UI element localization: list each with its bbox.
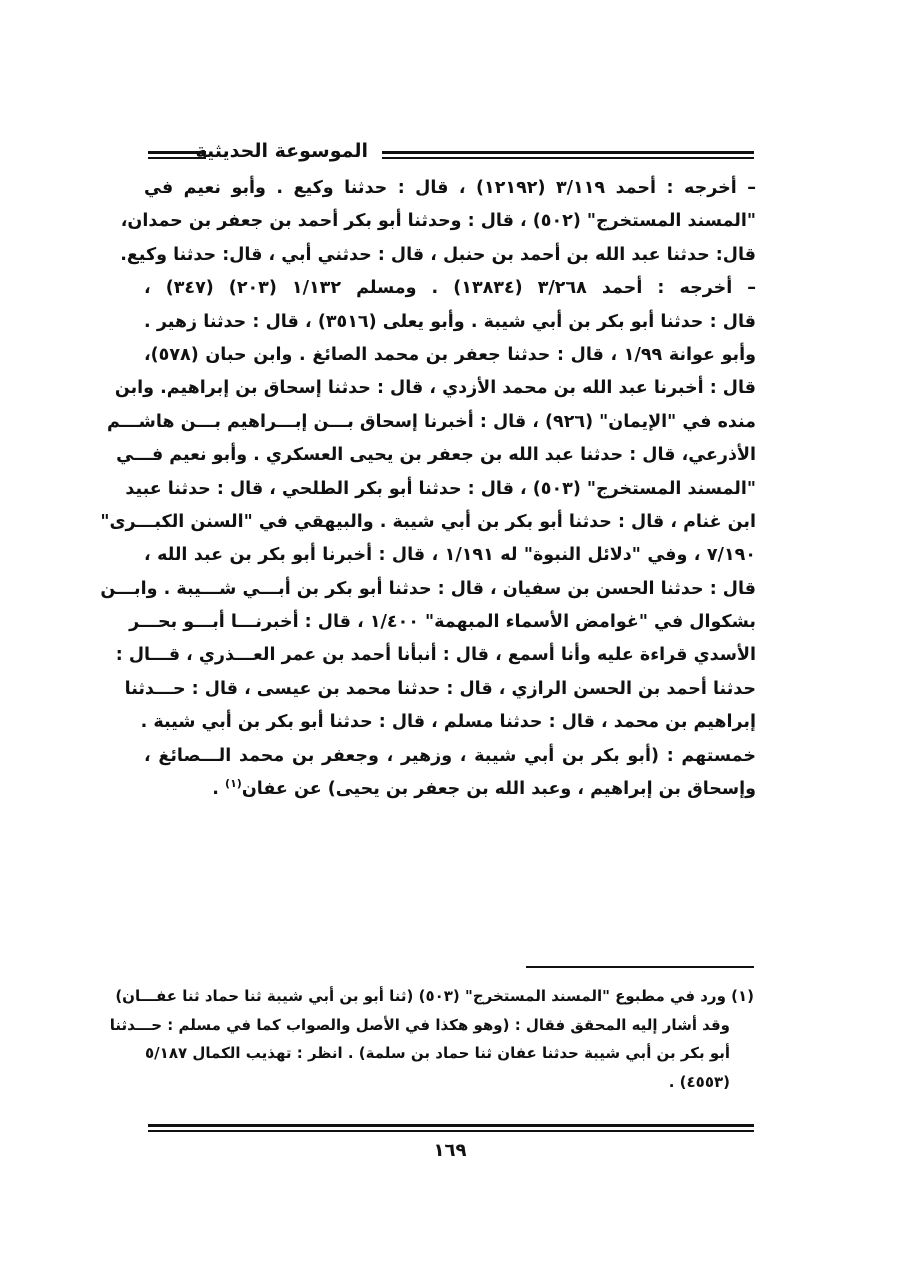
text-line: ٧/١٩٠ ، وفي "دلائل النبوة" له ١/١٩١ ، قال : أخبرنا أبو بكر بن عبد الله ، (144, 545, 756, 566)
footnote-reference[interactable]: (١) (225, 777, 242, 791)
running-header (148, 140, 754, 170)
footnote-line: (١) ورد في مطبوع "المسند المستخرج" (٥٠٣) (ثنا أبو بن أبي شيبة ثنا حماد ثنا عفـــان) (115, 987, 754, 1005)
text-line: الأذرعي، قال : حدثنا عبد الله بن جعفر بن يحيى العسكري . وأبو نعيم فـــي (116, 445, 756, 466)
text-line: قال : حدثنا أبو بكر بن أبي شيبة . وأبو يعلى (٣٥١٦) ، قال : حدثنا زهير . (144, 311, 756, 332)
text-line: قال : أخبرنا عبد الله بن محمد الأزدي ، قال : حدثنا إسحاق بن إبراهيم. وابن (114, 378, 756, 399)
footnote-line: أبو بكر بن أبي شيبة حدثنا عفان ثنا حماد بن سلمة) . انظر : تهذيب الكمال ٥/١٨٧ (145, 1044, 730, 1062)
text-line: ابن غنام ، قال : حدثنا أبو بكر بن أبي شيبة . والبيهقي في "السنن الكبـــرى" (100, 511, 756, 532)
text-line-final (144, 773, 756, 806)
footnote-line: وقد أشار إليه المحقق فقال : (وهو هكذا في الأصل والصواب كما في مسلم : حـــدثنا (109, 1015, 730, 1034)
text-line: إبراهيم بن محمد ، قال : حدثنا مسلم ، قال : حدثنا أبو بكر بن أبي شيبة . (140, 712, 756, 733)
text-line: الأسدي قراءة عليه وأنا أسمع ، قال : أنبأنا أحمد بن عمر العـــذري ، قـــال : (115, 645, 756, 666)
text-line: – أخرجه : أحمد ٣/١١٩ (١٢١٩٢) ، قال : حدثنا وكيع . وأبو نعيم في (144, 178, 756, 198)
text-line: "المسند المستخرج" (٥٠٢) ، قال : وحدثنا أبو بكر أحمد بن جعفر بن حمدان، (120, 211, 756, 232)
final-period: . (212, 779, 226, 800)
text-line: حدثنا أحمد بن الحسن الرازي ، قال : حدثنا محمد بن عيسى ، قال : حـــدثنا (124, 678, 756, 699)
footnotes (109, 982, 754, 1096)
text-line: خمستهم : (أبو بكر بن أبي شيبة ، وزهير ، وجعفر بن محمد الـــصائغ ، (144, 745, 756, 766)
page-number: ١٦٩ (433, 1140, 467, 1161)
text-line: – أخرجه : أحمد ٣/٢٦٨ (١٣٨٣٤) . ومسلم ١/١٣٢ (٢٠٣) (٣٤٧) ، (144, 278, 757, 299)
header-rule-right (382, 151, 754, 159)
page-title: الموسوعة الحديثية (195, 140, 368, 162)
main-text (100, 172, 757, 806)
text-line: منده في "الإيمان" (٩٢٦) ، قال : أخبرنا إسحاق بـــن إبـــراهيم بـــن هاشـــم (106, 411, 756, 432)
final-line-text: وإسحاق بن إبراهيم ، وعبد الله بن جعفر بن يحيى) عن عفان (241, 779, 756, 800)
text-line: "المسند المستخرج" (٥٠٣) ، قال : حدثنا أبو بكر الطلحي ، قال : حدثنا عبيد (125, 478, 756, 499)
text-line: بشكوال في "غوامض الأسماء المبهمة" ١/٤٠٠ ، قال : أخبرنـــا أبـــو بحـــر (129, 612, 756, 633)
footnote-separator (526, 966, 754, 968)
footer-rule (148, 1124, 754, 1132)
footnote-line: (٤٥٥٣) . (668, 1072, 730, 1091)
text-line: وأبو عوانة ١/٩٩ ، قال : حدثنا جعفر بن محمد الصائغ . وابن حبان (٥٧٨)، (144, 344, 756, 365)
header-rule-left (148, 151, 206, 159)
text-line: قال: حدثنا عبد الله بن أحمد بن حنبل ، قال : حدثني أبي ، قال: حدثنا وكيع. (120, 244, 756, 265)
text-line: قال : حدثنا الحسن بن سفيان ، قال : حدثنا أبو بكر بن أبـــي شـــيبة . وابـــن (100, 578, 756, 599)
